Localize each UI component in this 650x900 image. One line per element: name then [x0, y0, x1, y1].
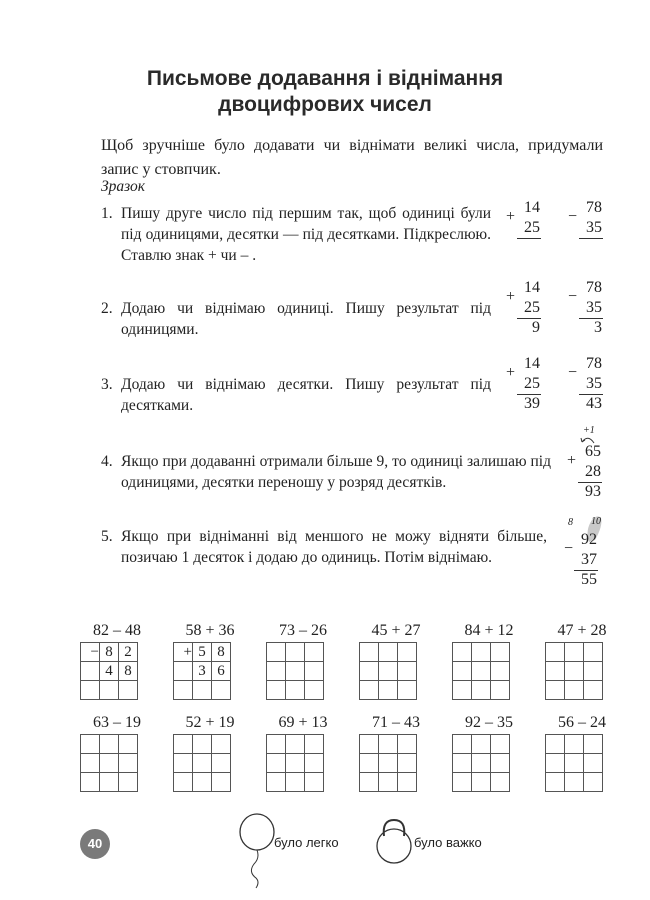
grid-cell[interactable] — [472, 773, 491, 792]
underline — [579, 394, 603, 395]
exercise-label: 73 – 26 — [279, 622, 327, 639]
exercise-label: 71 – 43 — [372, 714, 420, 731]
grid-cell[interactable] — [565, 681, 584, 700]
grid-cell[interactable] — [584, 735, 603, 754]
step-number: 5. — [101, 528, 113, 545]
grid-cell[interactable] — [546, 662, 565, 681]
grid-cell[interactable] — [491, 754, 510, 773]
grid-cell[interactable] — [398, 662, 417, 681]
underline — [517, 394, 541, 395]
step-number: 3. — [101, 376, 113, 393]
grid-cell[interactable] — [491, 773, 510, 792]
underline — [579, 318, 603, 319]
grid-cell[interactable] — [360, 662, 379, 681]
grid-cell[interactable] — [286, 681, 305, 700]
operand-bottom: 25 — [524, 299, 540, 316]
easy-label: було легко — [274, 835, 339, 850]
grid-cell[interactable] — [286, 643, 305, 662]
carry-mark: +1 — [583, 425, 595, 436]
operand-bottom: 25 — [524, 375, 540, 392]
exercise-block — [543, 622, 621, 700]
grid-cell[interactable]: 2 — [119, 643, 138, 662]
grid-cell[interactable]: 5 — [193, 643, 212, 662]
result: 43 — [586, 395, 602, 412]
grid-cell[interactable] — [584, 662, 603, 681]
step-5 — [101, 526, 547, 568]
exercise-label: 45 + 27 — [371, 622, 421, 639]
hard-label: було важко — [414, 835, 482, 850]
result: 39 — [524, 395, 540, 412]
grid-cell[interactable]: − — [81, 643, 100, 662]
grid-cell[interactable] — [546, 681, 565, 700]
operand-bottom: 25 — [524, 219, 540, 236]
answer-grid[interactable] — [80, 642, 138, 700]
grid-cell[interactable] — [472, 662, 491, 681]
grid-cell[interactable] — [472, 643, 491, 662]
grid-cell[interactable] — [584, 643, 603, 662]
exercise-block — [264, 622, 342, 700]
grid-cell[interactable]: 4 — [100, 662, 119, 681]
step-3 — [101, 374, 491, 416]
exercise-label: 69 + 13 — [278, 714, 328, 731]
step-2 — [101, 298, 491, 340]
exercise-block — [78, 622, 156, 700]
grid-cell[interactable] — [174, 662, 193, 681]
grid-cell[interactable] — [584, 773, 603, 792]
grid-cell[interactable] — [565, 735, 584, 754]
grid-cell[interactable] — [212, 773, 231, 792]
borrow-units-mark: 10 — [591, 516, 601, 527]
exercise-label: 58 + 36 — [185, 622, 235, 639]
grid-cell[interactable] — [584, 754, 603, 773]
step-number: 2. — [101, 300, 113, 317]
grid-cell[interactable] — [379, 773, 398, 792]
grid-cell[interactable] — [491, 643, 510, 662]
operand-top: 14 — [524, 355, 540, 372]
exercise-block — [78, 714, 156, 792]
minus-sign: − — [564, 540, 574, 557]
step-text: Якщо при додаванні отримали більше 9, то одиниці залишаю під одиницями, десятки переношу у розряд десятків. — [121, 453, 551, 491]
grid-cell[interactable] — [379, 735, 398, 754]
grid-cell[interactable] — [360, 735, 379, 754]
grid-cell[interactable] — [453, 735, 472, 754]
grid-cell[interactable] — [81, 681, 100, 700]
exercise-block — [543, 714, 621, 792]
answer-grid[interactable] — [452, 642, 510, 700]
grid-cell[interactable] — [286, 773, 305, 792]
sample-label: Зразок — [101, 178, 146, 195]
exercise-label: 92 – 35 — [465, 714, 513, 731]
answer-grid[interactable] — [545, 734, 603, 792]
exercise-block — [357, 622, 435, 700]
grid-cell[interactable] — [193, 754, 212, 773]
grid-cell[interactable] — [267, 681, 286, 700]
result: 93 — [585, 483, 601, 500]
step-text: Додаю чи віднімаю одиниці. Пишу результат під одиницями. — [121, 300, 491, 338]
exercise-label: 56 – 24 — [558, 714, 606, 731]
grid-cell[interactable] — [100, 754, 119, 773]
step-number: 1. — [101, 205, 113, 222]
grid-cell[interactable] — [546, 735, 565, 754]
addition-example-4 — [575, 442, 601, 502]
grid-cell[interactable] — [546, 754, 565, 773]
grid-cell[interactable] — [398, 643, 417, 662]
grid-cell[interactable] — [491, 662, 510, 681]
minus-sign: − — [568, 208, 578, 225]
exercise-block — [450, 622, 528, 700]
grid-cell[interactable] — [491, 735, 510, 754]
operand-bottom: 35 — [586, 299, 602, 316]
grid-cell[interactable]: 8 — [212, 643, 231, 662]
grid-cell[interactable] — [286, 735, 305, 754]
grid-cell[interactable] — [119, 735, 138, 754]
step-number: 4. — [101, 453, 113, 470]
grid-cell[interactable]: 8 — [100, 643, 119, 662]
exercise-label: 63 – 19 — [93, 714, 141, 731]
grid-cell[interactable] — [193, 773, 212, 792]
grid-cell[interactable] — [546, 643, 565, 662]
grid-cell[interactable] — [398, 681, 417, 700]
step-text: Пишу друге число під першим так, щоб одиниці були під одиницями, десятки — під десятками. Підкреслюю. Ставлю знак + чи – . — [121, 205, 491, 264]
grid-cell[interactable] — [565, 773, 584, 792]
grid-cell[interactable] — [453, 773, 472, 792]
grid-cell[interactable] — [565, 662, 584, 681]
grid-cell[interactable] — [491, 681, 510, 700]
grid-cell[interactable] — [212, 681, 231, 700]
grid-cell[interactable] — [267, 662, 286, 681]
plus-sign: + — [506, 364, 516, 381]
grid-cell[interactable] — [565, 643, 584, 662]
grid-cell[interactable] — [472, 754, 491, 773]
grid-cell[interactable]: 3 — [193, 662, 212, 681]
minus-sign: − — [568, 288, 578, 305]
operand-top: 92 — [581, 531, 597, 548]
underline — [517, 318, 541, 319]
grid-cell[interactable] — [360, 643, 379, 662]
grid-cell[interactable] — [267, 643, 286, 662]
answer-grid[interactable] — [266, 734, 324, 792]
grid-cell[interactable] — [546, 773, 565, 792]
grid-cell[interactable] — [286, 662, 305, 681]
grid-cell[interactable]: + — [174, 643, 193, 662]
grid-cell[interactable] — [212, 735, 231, 754]
grid-cell[interactable] — [174, 735, 193, 754]
plus-sign: + — [506, 288, 516, 305]
page-title-line-1: Письмове додавання і віднімання — [146, 67, 504, 90]
subtraction-example-2 — [576, 278, 602, 338]
plus-sign: + — [567, 452, 577, 469]
exercise-label: 47 + 28 — [557, 622, 607, 639]
exercise-label: 84 + 12 — [464, 622, 514, 639]
grid-cell[interactable] — [100, 773, 119, 792]
addition-example-1 — [514, 198, 540, 238]
grid-cell[interactable] — [453, 643, 472, 662]
grid-cell[interactable] — [119, 773, 138, 792]
operand-bottom: 37 — [581, 551, 597, 568]
step-4 — [101, 451, 551, 493]
grid-cell[interactable] — [100, 681, 119, 700]
answer-grid[interactable] — [266, 642, 324, 700]
exercise-block — [171, 714, 249, 792]
result: 9 — [532, 319, 540, 336]
answer-grid[interactable] — [545, 642, 603, 700]
grid-cell[interactable] — [360, 681, 379, 700]
operand-top: 14 — [524, 279, 540, 296]
answer-grid[interactable] — [452, 734, 510, 792]
borrow-tens-mark: 8 — [568, 517, 573, 528]
step-1 — [101, 203, 491, 266]
operand-top: 78 — [586, 199, 602, 216]
grid-cell[interactable] — [565, 754, 584, 773]
exercise-label: 82 – 48 — [93, 622, 141, 639]
addition-example-2 — [514, 278, 540, 338]
answer-grid[interactable] — [173, 734, 231, 792]
operand-top: 78 — [586, 279, 602, 296]
operand-bottom: 35 — [586, 219, 602, 236]
operand-top: 65 — [585, 443, 601, 460]
grid-cell[interactable] — [174, 773, 193, 792]
step-text: Якщо при відніманні від меншого не можу відняти більше, позичаю 1 десяток і додаю до одиниць. Потім віднімаю. — [121, 528, 547, 566]
grid-cell[interactable] — [472, 681, 491, 700]
exercise-block — [450, 714, 528, 792]
grid-cell[interactable] — [81, 735, 100, 754]
grid-cell[interactable] — [212, 754, 231, 773]
step-text: Додаю чи віднімаю десятки. Пишу результат під десятками. — [121, 376, 491, 414]
grid-cell[interactable] — [100, 735, 119, 754]
grid-cell[interactable] — [174, 681, 193, 700]
grid-cell[interactable] — [119, 681, 138, 700]
intro-paragraph: Щоб зручніше було додавати чи віднімати великі числа, придумали запис у стовпчик. — [101, 137, 603, 178]
grid-cell[interactable] — [360, 773, 379, 792]
grid-cell[interactable] — [267, 773, 286, 792]
balloon-icon — [238, 812, 278, 890]
grid-cell[interactable] — [398, 754, 417, 773]
underline — [578, 482, 602, 483]
grid-cell[interactable] — [286, 754, 305, 773]
grid-cell[interactable] — [453, 754, 472, 773]
subtraction-example-5 — [571, 530, 597, 590]
result: 3 — [594, 319, 602, 336]
grid-cell[interactable] — [584, 681, 603, 700]
grid-cell[interactable] — [267, 735, 286, 754]
grid-cell[interactable] — [305, 643, 324, 662]
grid-cell[interactable]: 8 — [119, 662, 138, 681]
grid-cell[interactable] — [305, 662, 324, 681]
grid-cell[interactable] — [453, 662, 472, 681]
grid-cell[interactable] — [193, 681, 212, 700]
page-title-line-2: двоцифрових чисел — [218, 93, 432, 116]
page-number: 40 — [80, 829, 110, 859]
exercise-block — [171, 622, 249, 700]
grid-cell[interactable] — [305, 773, 324, 792]
exercise-block — [357, 714, 435, 792]
operand-top: 78 — [586, 355, 602, 372]
subtraction-example-1 — [576, 198, 602, 238]
grid-cell[interactable] — [81, 773, 100, 792]
minus-sign: − — [568, 364, 578, 381]
answer-grid[interactable] — [359, 734, 417, 792]
grid-cell[interactable] — [305, 735, 324, 754]
grid-cell[interactable] — [81, 662, 100, 681]
grid-cell[interactable] — [453, 681, 472, 700]
grid-cell[interactable] — [379, 662, 398, 681]
answer-grid[interactable] — [359, 642, 417, 700]
grid-cell[interactable]: 6 — [212, 662, 231, 681]
exercise-block — [264, 714, 342, 792]
grid-cell[interactable] — [193, 735, 212, 754]
grid-cell[interactable] — [398, 735, 417, 754]
grid-cell[interactable] — [174, 754, 193, 773]
grid-cell[interactable] — [81, 754, 100, 773]
grid-cell[interactable] — [379, 681, 398, 700]
grid-cell[interactable] — [379, 754, 398, 773]
operand-bottom: 35 — [586, 375, 602, 392]
subtraction-example-3 — [576, 354, 602, 414]
answer-grid[interactable] — [80, 734, 138, 792]
addition-example-3 — [514, 354, 540, 414]
grid-cell[interactable] — [360, 754, 379, 773]
grid-cell[interactable] — [305, 754, 324, 773]
grid-cell[interactable] — [398, 773, 417, 792]
grid-cell[interactable] — [379, 643, 398, 662]
result: 55 — [581, 571, 597, 588]
grid-cell[interactable] — [305, 681, 324, 700]
kettlebell-icon — [374, 816, 414, 866]
answer-grid[interactable] — [173, 642, 231, 700]
underline — [517, 238, 541, 239]
underline — [574, 570, 598, 571]
underline — [579, 238, 603, 239]
exercise-label: 52 + 19 — [185, 714, 235, 731]
operand-bottom: 28 — [585, 463, 601, 480]
grid-cell[interactable] — [267, 754, 286, 773]
grid-cell[interactable] — [472, 735, 491, 754]
plus-sign: + — [506, 208, 516, 225]
grid-cell[interactable] — [119, 754, 138, 773]
operand-top: 14 — [524, 199, 540, 216]
